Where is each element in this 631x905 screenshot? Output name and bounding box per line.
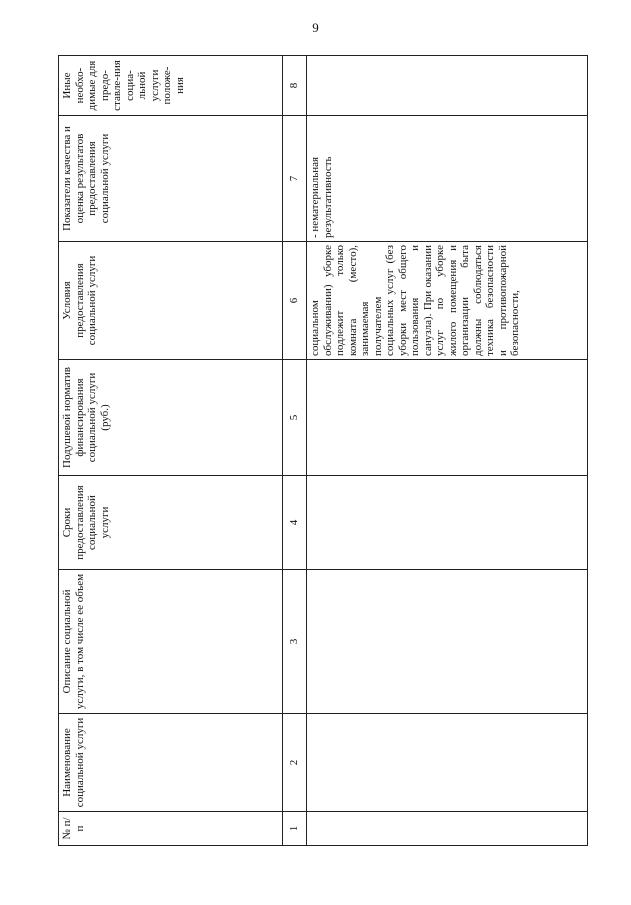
cell-quality: - нематериальная результативность [307, 116, 588, 242]
header-conditions: Условия предоставления социальной услуги [59, 242, 283, 360]
header-description: Описание социальной услуги, в том числе ее объем [59, 570, 283, 714]
cell-standard [307, 360, 588, 476]
column-number: 2 [283, 714, 307, 812]
column-number: 4 [283, 476, 307, 570]
column-number: 8 [283, 56, 307, 116]
column-number-row [283, 56, 307, 846]
header-terms: Сроки предоставления социальной услуги [59, 476, 283, 570]
header-row [59, 56, 283, 846]
column-number: 5 [283, 360, 307, 476]
table-row [307, 56, 588, 846]
services-table [58, 55, 588, 846]
column-number: 6 [283, 242, 307, 360]
cell-service-name [307, 714, 588, 812]
cell-description [307, 570, 588, 714]
header-standard: Подушевой норматив финансирования социальной услуги (руб.) [59, 360, 283, 476]
header-other: Иные необхо-димые для предо-ставле-ния социа-льной услуги положе-ния [59, 56, 283, 116]
cell-other [307, 56, 588, 116]
cell-number [307, 812, 588, 846]
table-container [58, 56, 588, 846]
header-number: № п/п [59, 812, 283, 846]
cell-conditions: социальном обслуживании) уборке подлежит только комната (место), занимаемая получателем социальных услуг (без уборки мест общего пользования и санузла). При оказании услуг по уборке жилого помещения и организации быта должны соблюдаться техника безопасности и противопожарной безопасности, [307, 242, 588, 360]
header-service-name: Наименование социальной услуги [59, 714, 283, 812]
column-number: 1 [283, 812, 307, 846]
cell-terms [307, 476, 588, 570]
page-number: 9 [312, 20, 319, 35]
column-number: 7 [283, 116, 307, 242]
header-quality: Показатели качества и оценка результатов предоставления социальной услуги [59, 116, 283, 242]
column-number: 3 [283, 570, 307, 714]
